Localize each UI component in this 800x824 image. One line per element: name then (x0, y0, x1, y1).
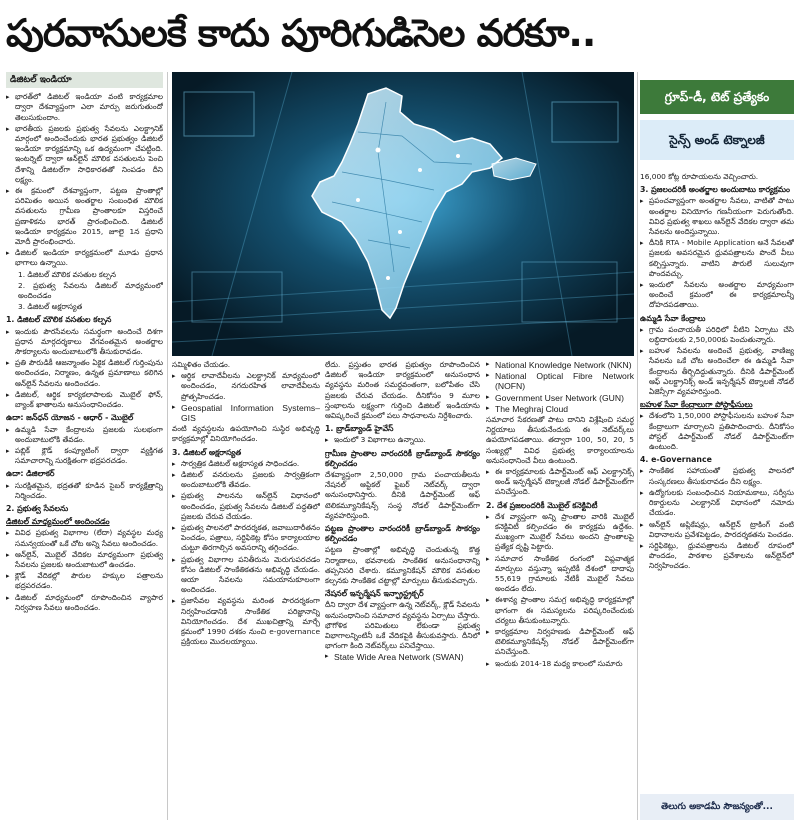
bullet-paragraph: ▸ ఈశాన్య ప్రాంతాల సమగ్ర అభివృద్ధి కార్యక్రమాల్లో భాగంగా ఈ సమస్యలను పరిష్కరించేందుకు చర్యలు తీసుకుంటున్నారు. (486, 595, 634, 626)
network-item: ▸ National Knowledge Network (NKN) (486, 360, 634, 370)
section-heading: 4. e-Governance (640, 455, 712, 465)
section-heading: 1. బ్రాడ్‌బ్యాండ్ హైవేస్ (325, 424, 394, 434)
bullet-paragraph: ▸ ప్రభుత్వ పాలనను ఆన్‌లైన్ విధానంలో అందించడం, ప్రభుత్వ సేవలను డిజిటల్ పద్ధతిలో ప్రజలకు చేరువ చేయడం. (172, 491, 320, 522)
column-divider (167, 72, 168, 820)
bullet-paragraph: ▸ ఈ క్రమంలో దేశవ్యాప్తంగా, పట్టణ ప్రాంతాల్లో పరిమితం అయిన అంతర్జాల సంబంధిత మౌలిక వసతులను గ్రామీణ ప్రాంతాలకూ విస్తరించే ప్రణాళికను భారత్ ప్రారంభించింది. డిజిటల్ ఇండియా కార్యక్రమం 2015, జూలై 1న ప్రధాని మోదీ ప్రారంభించారు. (6, 186, 163, 247)
bullet-paragraph: ▸ భారతీయ ప్రజలకు ప్రభుత్వ సేవలను ఎలక్ట్రానిక్ మార్గంలో అందించేందుకు భారత ప్రభుత్వం డిజిటల్ ఇండియా కార్యక్రమాన్ని ఒక ఉద్యమంగా చేపట్టింది. ఇంటర్నెట్ ద్వారా ఆన్‌లైన్ మౌలిక వసతులను పెంచి దేశాన్ని డిజిటల్‌గా సాధికారతతో నింపడం దీని లక్ష్యం. (6, 124, 163, 185)
list-item: 2. ప్రభుత్వ సేవలను డిజిటల్ మాధ్యమంలో అందించడం (18, 280, 163, 301)
bullet-paragraph: ▸ ఇందులో సేవలను అంతర్జాల మాధ్యమంగా అందించే క్రమంలో ఈ కార్యక్రమాలన్నీ దోహదపడతాయి. (640, 280, 794, 311)
section-subheading: డిజిటల్ మాధ్యమంలో అందించడం (6, 517, 110, 527)
paragraph: 16,000 కోట్ల రూపాయలను వెచ్చించారు. (640, 172, 759, 181)
section-subheading: బహుళ సేవా కేంద్రాలుగా పోస్టాఫీసులు (640, 400, 753, 410)
bullet-paragraph: ▸ సురక్షితమైన, భద్రతతో కూడిన సైబర్ కార్యక్షేత్రాన్ని నిర్మించడం. (6, 481, 163, 501)
bullet-paragraph: ▸ దీనికి RTA - Mobile Application అనే సేవలతో ప్రజలకు అవసరమైన ధ్రువపత్రాలను పొందే వీలు కల్పిస్తున్నారు. వాటిని పౌరులే సులువుగా పొందవచ్చు. (640, 238, 794, 279)
bullet-paragraph: ▸ ఈ కార్యక్రమాలకు డిపార్ట్‌మెంట్ ఆఫ్ ఎలక్ట్రానిక్స్ అండ్ ఇన్ఫర్మేషన్ టెక్నాలజీ నోడల్ డిపార్ట్‌మెంట్‌గా పనిచేస్తుంది. (486, 467, 634, 498)
article-column-1 (6, 72, 163, 820)
bullet-paragraph: ▸ కార్యక్రమాల నిర్వహణకు డిపార్ట్‌మెంట్ ఆఫ్ టెలికమ్యూనికేషన్స్ నోడల్ డిపార్ట్‌మెంట్‌గా పనిచేస్తుంది. (486, 627, 634, 658)
india-map-illustration (172, 72, 634, 356)
bullet-paragraph: ▸ దేశ వ్యాప్తంగా అన్ని ప్రాంతాల వారికి మొబైల్ కనెక్టివిటీ కల్పించడం ఈ కార్యక్రమ ఉద్దేశం. ముఖ్యంగా మొబైల్ సేవలు అందని ప్రాంతాలపై ప్రత్యేక దృష్టి పెట్టారు. (486, 512, 634, 553)
section-heading: ఉమ్మడి సేవా కేంద్రాలు (640, 313, 706, 323)
bullet-paragraph: ▸ ప్రభుత్వ విభాగాల పనితీరును మెరుగుపరచడం కోసం డిజిటల్ సాంకేతికతను అభివృద్ధి చేయడం. ఆయా సేవలను సమయానుకూలంగా అందించడం. (172, 555, 320, 596)
list-item: 3. డిజిటల్ అక్షరాస్యత (18, 302, 83, 312)
section-heading: 2. ప్రభుత్వ సేవలను (6, 503, 69, 513)
bullet-paragraph: ▸ డిజిటల్ ఇండియా కార్యక్రమంలో మూడు ప్రధాన భాగాలు ఉన్నాయి. (6, 248, 163, 268)
bullet-paragraph: ▸ డిజిటల్ మాధ్యమంలో రూపొందించిన వ్యాపార నిర్వహణ సేవలు అందించడం. (6, 593, 163, 613)
bullet-paragraph: ▸ వివిధ ప్రభుత్వ విభాగాల (లేదా) వ్యవస్థల మధ్య సమన్వయంతో ఒకే చోట అన్ని సేవలు అందించడం. (6, 528, 163, 548)
bullet-paragraph: ▸ ఇందులో 3 విభాగాలు ఉన్నాయి. (325, 435, 480, 445)
paragraph: సమ్మిళితం చేయడం. (172, 360, 231, 369)
subject-title: సైన్స్ అండ్ టెక్నాలజీ (640, 120, 794, 160)
bullet-paragraph: ▸ ప్రభుత్వ పాలనలో పారదర్శకత, జవాబుదారీతనం పెంచడం, పత్రాలు, సర్టిఫికెట్ల కోసం కార్యాలయాల చుట్టూ తిరగాల్సిన అవసరాన్ని తగ్గించడం. (172, 523, 320, 554)
bullet-paragraph: ▸ ఉమ్మడి సేవా కేంద్రాలను ప్రజలకు సులభంగా అందుబాటులోకి తేవడం. (6, 425, 163, 445)
bullet-paragraph: ▸ డిజిటల్ వనరులను ప్రజలకు సార్వత్రికంగా అందుబాటులోకి తేవడం. (172, 470, 320, 490)
bullet-paragraph: ▸ బహుళ సేవలను అందించే ప్రభుత్వ, వాణిజ్య సేవలను ఒకే చోట అందించేలా ఈ ఉమ్మడి సేవా కేంద్రాలను తీర్చిదిద్దుతున్నారు. దీనికి డిపార్ట్‌మెంట్ ఆఫ్ ఎలక్ట్రానిక్స్ అండ్ ఇన్ఫర్మేషన్ టెక్నాలజీ నోడల్ ఏజెన్సీగా వ్యవహరిస్తుంది. (640, 346, 794, 397)
section-heading: 3. ప్రజలందరికీ అంతర్జాల అందుబాటు కార్యక్రమం (640, 185, 790, 195)
bullet-paragraph: ▸ భారత్‌లో డిజిటల్ ఇండియా వంటి కార్యక్రమాల ద్వారా దేశవ్యాప్తంగా ఎలా మార్పు జరుగుతుందో తెలుసుకుందాం. (6, 92, 163, 123)
subsection-heading: నేషనల్ ఇన్ఫర్మేషన్ ఇన్ఫ్రాస్ట్రక్చర్ (325, 589, 424, 599)
list-item: 1. డిజిటల్ మౌలిక వసతుల కల్పన (18, 269, 117, 279)
column-divider (637, 72, 638, 820)
bullet-paragraph: ▸ ఆన్‌లైన్ అప్లికేషన్లు, ఆన్‌లైన్ ట్రాకింగ్ వంటి విధానాలను ప్రవేశపెట్టడం, పారదర్శకతను పెంచడం. (640, 520, 794, 540)
bullet-paragraph: ▸ సార్వత్రిక డిజిటల్ అక్షరాస్యత సాధించడం. (172, 459, 320, 469)
subsection-heading: గ్రామీణ ప్రాంతాల వారందరికీ బ్రాడ్‌బ్యాండ్ సౌకర్యం కల్పించడం (325, 448, 480, 468)
bullet-paragraph: ▸ దేశంలోని 1,50,000 పోస్టాఫీసులను బహుళ సేవా కేంద్రాలుగా మార్చాలని ప్రతిపాదించారు. దీనికోసం పోస్టల్ డిపార్ట్‌మెంట్ నోడల్ డిపార్ట్‌మెంట్‌గా ఉంటుంది. (640, 411, 794, 452)
credit-footer: తెలుగు అకాడమీ సౌజన్యంతో... (640, 794, 794, 820)
bullet-paragraph: ▸ సాంకేతిక సహాయంతో ప్రభుత్వ పాలనలో సంస్కరణలు తీసుకురావడం దీని లక్ష్యం. (640, 466, 794, 486)
bullet-paragraph: ▸ ఇందుకు పౌరసేవలను సమర్థంగా అందించే దిశగా ప్రధాన మార్గదర్శకాలు వేగవంతమైన అంతర్జాల సౌకర్యాలను అందుబాటులోకి తీసుకురావడం. (6, 327, 163, 358)
section-ribbon: గ్రూప్-డీ, టెట్ ప్రత్యేకం (640, 80, 794, 114)
hero-image-india-map (172, 72, 634, 356)
network-item: ▸ State Wide Area Network (SWAN) (325, 652, 480, 662)
section-tag: డిజిటల్ ఇండియా (6, 72, 163, 88)
paragraph: పట్టణ ప్రాంతాల్లో అభివృద్ధి చెందుతున్న కొత్త నిర్మాణాలు, భవనాలకు సాంకేతిక అనుసంధానాన్ని తప్పనిసరి చేశారు. కమ్యూనికేషన్ మౌలిక వసతుల కల్పనకు సాంకేతిక చట్టాల్లో మార్పులు తీసుకువచ్చారు. (325, 545, 480, 586)
headline: పురవాసులకే కాదు పూరిగుడిసెల వరకూ.. (6, 11, 596, 55)
network-item: ▸ The Meghraj Cloud (486, 404, 634, 414)
example-line: ఉదా: డిజిలాకర్ (6, 469, 55, 479)
bullet-paragraph: ▸ ప్రజాసేవల వ్యవస్థను మరింత పారదర్శకంగా నిర్వహించడానికి సాంకేతిక పరిజ్ఞానాన్ని వినియోగించడం. దేశ ముఖచిత్రాన్ని మార్చే క్రమంలో 1990 దశకం నుంచి e-governance ప్రక్రియలు మొదలయ్యాయి. (172, 596, 320, 647)
bullet-paragraph: ▸ గ్రామ పంచాయతీ పరిధిలో వీటిని ఏర్పాటు చేసి లబ్ధిదారులకు 2,50,000కు పెంచుతున్నారు. (640, 325, 794, 345)
bullet-paragraph: ▸ ఆన్‌లైన్, మొబైల్ వేదికల మాధ్యమంగా ప్రభుత్వ సేవలను ప్రజలకు అందుబాటులో ఉంచడం. (6, 550, 163, 570)
section-heading: 1. డిజిటల్ మౌలిక వసతుల కల్పన (6, 315, 112, 325)
paragraph: దేశవ్యాప్తంగా 2,50,000 గ్రామ పంచాయతీలను నేషనల్ ఆప్టికల్ ఫైబర్ నెట్‌వర్క్ ద్వారా అనుసంధానిస్తారు. దీనికి డిపార్ట్‌మెంట్ ఆఫ్ టెలికమ్యూనికేషన్స్ సంస్థ నోడల్ డిపార్ట్‌మెంట్‌గా వ్యవహరిస్తుంది. (325, 470, 480, 520)
bullet-paragraph: ▸ సమాచార సాంకేతిక రంగంలో విప్లవాత్మక మార్పులు వస్తున్నా ఇప్పటికీ దేశంలో దాదాపు 55,619 గ్రామాలకు నేటికీ మొబైల్ సేవలు అందడం లేదు. (486, 554, 634, 595)
bullet-paragraph: ▸ క్లౌడ్ వేదికల్లో పౌరుల హక్కుల పత్రాలను భద్రపరచడం. (6, 571, 163, 591)
gis-term: ▸ Geospatial Information Systems– GIS (172, 403, 320, 423)
bullet-paragraph: ▸ ఇందుకు 2014-18 మధ్య కాలంలో సుమారు (486, 659, 634, 669)
bullet-paragraph: ▸ పబ్లిక్ క్లౌడ్ కంప్యూటింగ్ ద్వారా వ్యక్తిగత సమాచారాన్ని సురక్షితంగా భద్రపరచడం. (6, 446, 163, 466)
network-item: ▸ Government User Network (GUN) (486, 393, 634, 403)
article-column-4 (486, 360, 634, 820)
paragraph: వంటి వ్యవస్థలను ఉపయోగించి సుస్థిర అభివృద్ధి కార్యక్రమాల్లో వినియోగించడం. (172, 424, 320, 444)
subsection-heading: పట్టణ ప్రాంతాల వారందరికీ బ్రాడ్‌బ్యాండ్ సౌకర్యం కల్పించడం (325, 524, 480, 544)
bullet-paragraph: ▸ ప్రపంచవ్యాప్తంగా అంతర్జాల సేవలు, వాటితో పాటు అంతర్జాల వినియోగం గణనీయంగా పెరుగుతోంది. వివిధ ప్రభుత్వ శాఖలు ఆన్‌లైన్ వేదికల ద్వారా తమ సేవలను అందిస్తున్నాయి. (640, 196, 794, 237)
paragraph: దీని ద్వారా దేశ వ్యాప్తంగా ఉన్న నెట్‌వర్క్, క్లౌడ్ సేవలను అనుసంధానించి సమాచార వ్యవస్థను ఏర్పాటు చేస్తారు. భౌగోళిక పరిమితులు లేకుండా ప్రభుత్వ విభాగాలన్నింటినీ ఒకే వేదికపైకి తీసుకువస్తారు. దీనిలో భాగంగా కింది నెట్‌వర్క్‌లు పనిచేస్తాయి. (325, 600, 480, 651)
bullet-paragraph: ▸ ఉద్యోగులకు సంబంధించిన నియామకాలు, సర్వీసు రికార్డులను ఎలక్ట్రానిక్ విధానంలో నమోదు చేయడం. (640, 488, 794, 519)
article-column-2 (172, 360, 320, 820)
section-heading: 2. దేశ ప్రజలందరికీ మొబైల్ కనెక్టివిటీ (486, 500, 598, 510)
paragraph: లేదు. ప్రస్తుతం భారత ప్రభుత్వం రూపొందించిన డిజిటల్ ఇండియా కార్యక్రమంలో అనుసంధాన వ్యవస్థను మరింత సమర్థవంతంగా, బలోపేతం చేసి ప్రజలకు చేరువ చేయడం. దీనికోసం 9 మూల స్తంభాలను లక్ష్యంగా గుర్తించి డిజిటల్ ఇండియాను ఆవిష్కరించే క్రమంలో పలు సాధనాలను నిర్దేశించారు. (325, 360, 480, 421)
bullet-paragraph: ▸ ఆర్థిక లావాదేవీలను ఎలక్ట్రానిక్ మాధ్యమంలో అందించడం, నగదురహిత లావాదేవీలను ప్రోత్సహించడం. (172, 371, 320, 402)
network-item: ▸ National Optical Fibre Network (NOFN) (486, 371, 634, 391)
section-heading: 3. డిజిటల్ అక్షరాస్యత (172, 447, 242, 457)
bullet-paragraph: ▸ సర్టిఫికెట్లు, ధ్రువపత్రాలను డిజిటల్ రూపంలో పొందడం, పాఠశాల ప్రవేశాలను ఆన్‌లైన్‌లో నిర్వహించడం. (640, 541, 794, 572)
bullet-paragraph: ▸ ప్రతి పౌరుడికీ ఆజన్మాంతం ఏకైక డిజిటల్ గుర్తింపును అందించడం, నిర్మాణం, ఉన్నత ప్రమాణాలు కలిగిన ఆన్‌లైన్ సేవలను అందించడం. (6, 358, 163, 389)
paragraph: సమాచార సేకరణతో పాటు దానిని విశ్లేషించి సమర్థ నిర్ణయాలు తీసుకునేందుకు ఈ నెట్‌వర్క్‌లు ఉపయోగపడతాయి. తద్వారా 100, 50, 20, 5 సంఖ్యల్లో వివిధ ప్రభుత్వ కార్యాలయాలను అనుసంధానించే వీలు ఉంటుంది. (486, 415, 634, 465)
bullet-paragraph: ▸ డిజిటల్, ఆర్థిక కార్యకలాపాలకు మొబైల్ ఫోన్, బ్యాంక్ ఖాతాలను అనుసంధానించడం. (6, 390, 163, 410)
article-column-5 (640, 172, 794, 792)
article-column-3 (325, 360, 480, 820)
example-line: ఉదా: జన్‌ధన్ యోజన - ఆధార్ - మొబైల్ (6, 413, 134, 423)
